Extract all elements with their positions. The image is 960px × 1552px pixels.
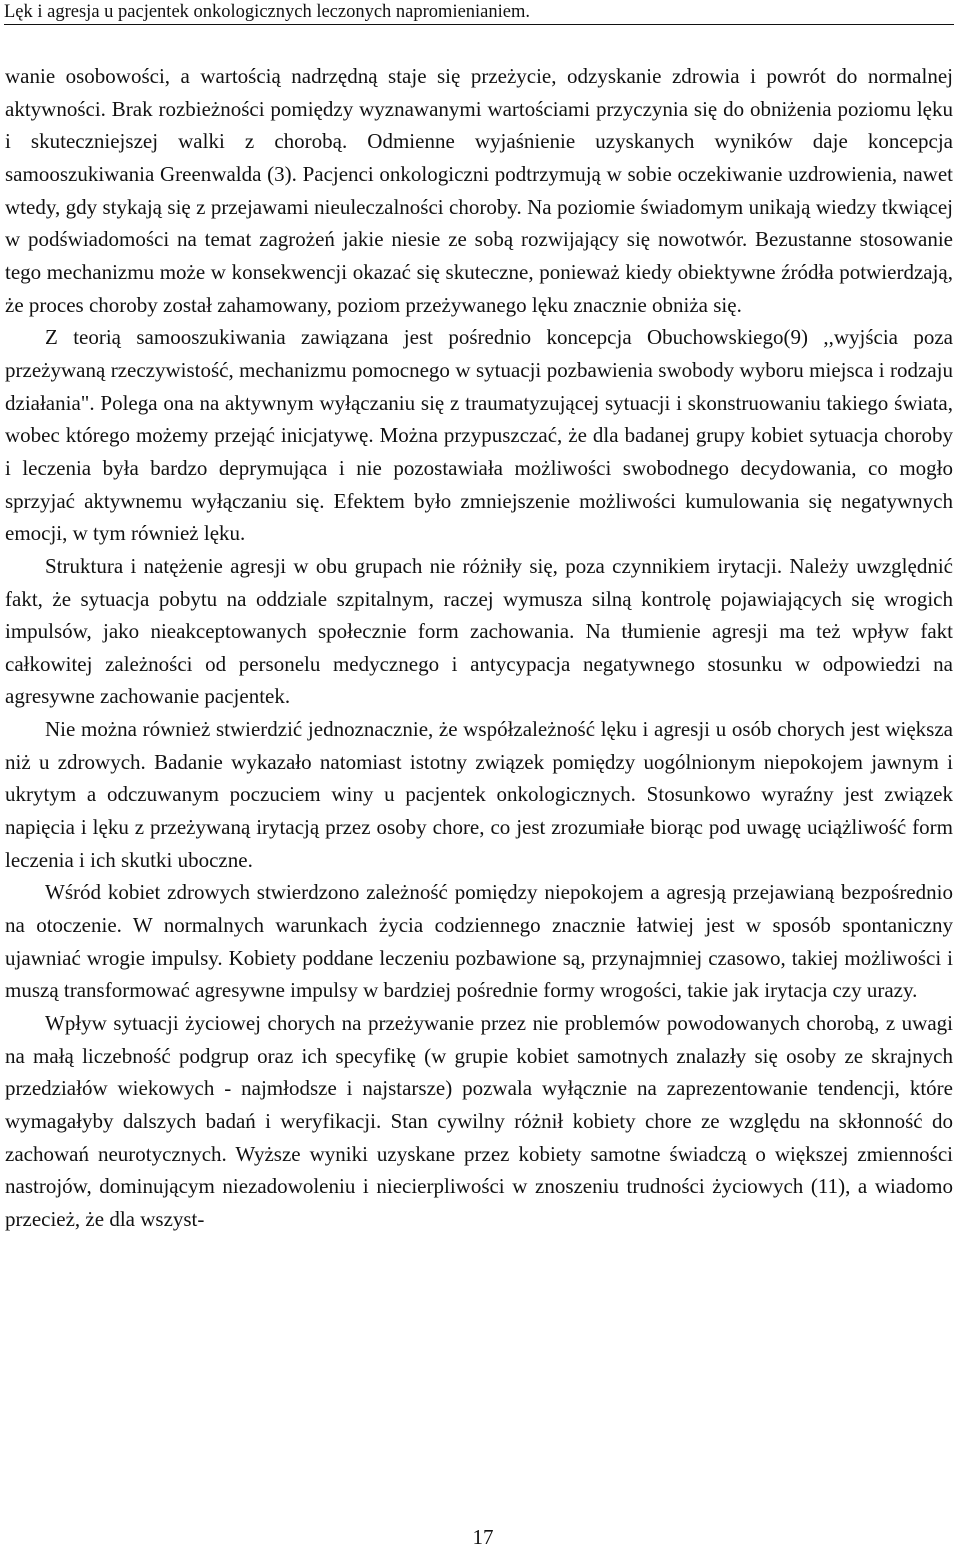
paragraph-4: Nie można również stwierdzić jednoznacznie, że współzależność lęku i agresji u osób chorych jest większa niż u zdrowych. Badanie wykazało natomiast istotny związek pomiędzy uogólnionym niepokojem jawnym i ukrytym a odczuwanym poczuciem winy u pacjentek onkologicznych. Stosunkowo wyraźny jest związek napięcia i lęku z przeżywaną irytacją przez osoby chore, co jest zrozumiałe biorąc pod uwagę uciążliwość form leczenia i ich skutki uboczne.: [5, 717, 953, 872]
page-number: 17: [472, 1525, 494, 1549]
running-header-title: Lęk i agresja u pacjentek onkologicznych leczonych napromienianiem.: [4, 2, 531, 22]
paragraph-6: Wpływ sytuacji życiowej chorych na przeżywanie przez nie problemów powodowanych chorobą, z uwagi na małą liczebność podgrup oraz ich specyfikę (w grupie kobiet samotnych znalazły się osoby ze skrajnych przedziałów wiekowych - najmłodsze i najstarsze) pozwala wyłącznie na zaprezentowanie tendencji, które wymagałyby dalszych badań i weryfikacji. Stan cywilny różnił kobiety chore ze względu na skłonność do zachowań neurotycznych. Wyższe wyniki uzyskane przez kobiety samotne świadczą o większej zmienności nastrojów, dominującym niezadowoleniu i niecierpliwości w znoszeniu trudności życiowych (11), a wiadomo przecież, że dla wszyst-: [5, 1011, 953, 1231]
header-rule: [4, 24, 954, 25]
paragraph-1: wanie osobowości, a wartością nadrzędną staje się przeżycie, odzyskanie zdrowia i powrót do normalnej aktywności. Brak rozbieżności pomiędzy wyznawanymi wartościami przyczynia się do obniżenia poziomu lęku i skuteczniejszej walki z chorobą. Odmienne wyjaśnienie uzyskanych wyników daje koncepcja samooszukiwania Greenwalda (3). Pacjenci onkologiczni podtrzymują w sobie oczekiwanie uzdrowienia, nawet wtedy, gdy stykają się z przejawami nieuleczalności choroby. Na poziomie świadomym unikają wiedzy tkwiącej w podświadomości na temat zagrożeń jakie niesie ze sobą rozwijający się nowotwór. Bezustanne stosowanie tego mechanizmu może w konsekwencji okazać się skuteczne, ponieważ kiedy obiektywne źródła potwierdzają, że proces choroby został zahamowany, poziom przeżywanego lęku znacznie obniża się.: [5, 64, 953, 317]
paragraph-2: Z teorią samooszukiwania zawiązana jest pośrednio koncepcja Obuchowskiego(9) ,,wyjścia poza przeżywaną rzeczywistość, mechanizmu pomocnego w sytuacji pozbawienia swobody wyboru miejsca i rodzaju działania". Polega ona na aktywnym wyłączaniu się z traumatyzującej sytuacji i skonstruowaniu takiego świata, wobec którego możemy przejąć inicjatywę. Można przypuszczać, że dla badanej grupy kobiet sytuacja choroby i leczenia była bardzo deprymująca i nie pozostawiała możliwości swobodnego decydowania, co mogło sprzyjać aktywnemu wyłączaniu się. Efektem było zmniejszenie możliwości kumulowania się negatywnych emocji, w tym również lęku.: [5, 325, 953, 546]
paragraph-3: Struktura i natężenie agresji w obu grupach nie różniły się, poza czynnikiem irytacji. Należy uwzględnić fakt, że sytuacja pobytu na oddziale szpitalnym, raczej wymusza silną kontrolę pojawiających się wrogich impulsów, jako nieakceptowanych społecznie form zachowania. Na tłumienie agresji ma też wpływ fakt całkowitej zależności od personelu medycznego i antycypacja negatywnego stosunku w odpowiedzi na agresywne zachowanie pacjentek.: [5, 553, 953, 709]
body-text: [5, 60, 953, 1236]
paragraph-5: Wśród kobiet zdrowych stwierdzono zależność pomiędzy niepokojem a agresją przejawianą bezpośrednio na otoczenie. W normalnych warunkach życia codziennego znacznie łatwiej jest w sposób spontaniczny ujawniać wrogie impulsy. Kobiety poddane leczeniu pozbawione są, przynajmniej czasowo, takiej możliwości i muszą transformować agresywne impulsy w bardziej pośrednie formy wrogości, takie jak irytacja czy urazy.: [5, 880, 953, 1003]
